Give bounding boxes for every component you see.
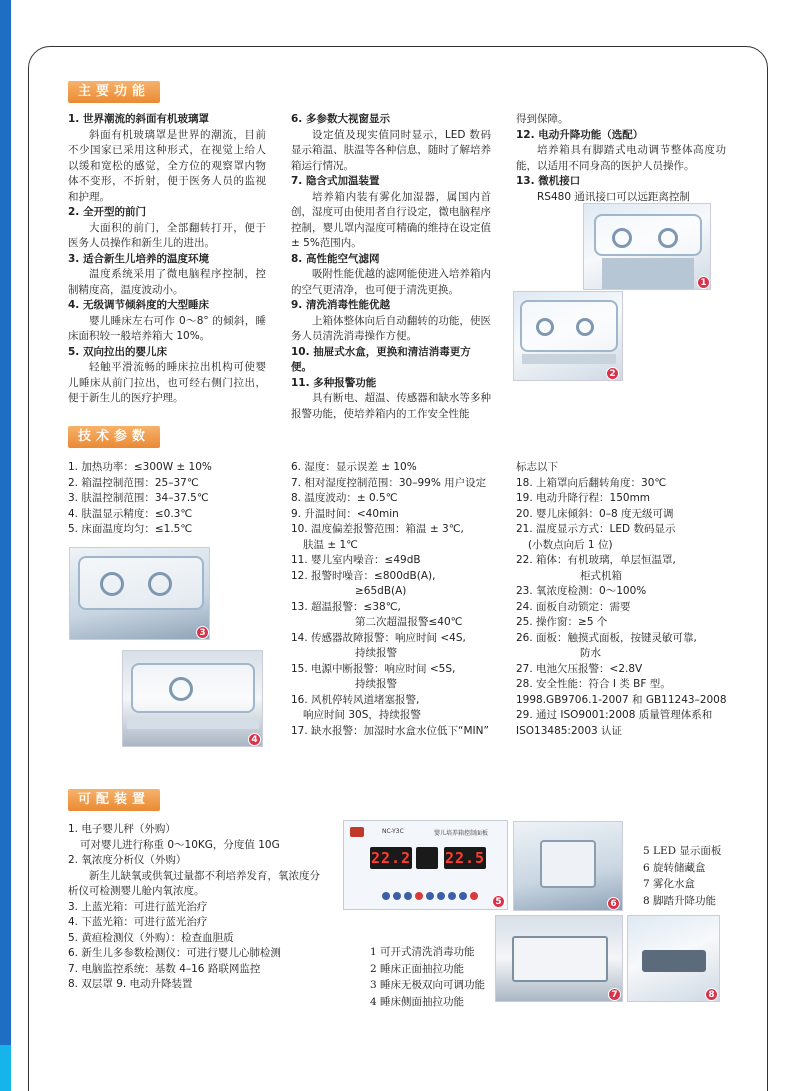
specs-column-1 xyxy=(68,460,273,538)
item-text: 培养箱具有脚踏式电动调节整体高度功能，以适用不同身高的医护人员操作。 xyxy=(516,144,726,172)
photo-badge: 1 xyxy=(697,276,710,289)
item-text: (小数点向后 1 位) xyxy=(528,538,613,551)
item-text: 可对婴儿进行称重 0～10KG，分度值 10G xyxy=(80,838,280,851)
item-text: 8. 双层罩 9. 电动升降装置 xyxy=(68,978,193,990)
item-text: 持续报警 xyxy=(355,647,397,659)
item-text: 防水 xyxy=(580,647,601,659)
features-column-2 xyxy=(291,112,491,422)
item-text: 得到保障。 xyxy=(516,113,569,125)
specs-column-3 xyxy=(516,460,736,739)
item-heading: 5. 双向拉出的婴儿床 xyxy=(68,345,167,358)
item-text: 29. 通过 ISO9001:2008 质量管理体系和 xyxy=(516,709,713,721)
foot-pedal xyxy=(642,950,706,972)
panel-button xyxy=(459,892,467,900)
item-text: 13. 超温报警：≤38℃, xyxy=(291,600,401,613)
bed-tray xyxy=(522,354,616,364)
control-button-row xyxy=(382,885,481,904)
item-text: 15. 电源中断报警：响应时间 <5S, xyxy=(291,662,456,675)
legend-item: 8 脚踏升降功能 xyxy=(643,894,717,907)
item-text: 1. 电子婴儿秤（外购） xyxy=(68,823,176,835)
item-text: 标志以下 xyxy=(516,461,558,473)
panel-button xyxy=(437,892,445,900)
item-text: 8. 温度波动：± 0.5℃ xyxy=(291,492,398,504)
item-text: 4. 下蓝光箱：可进行蓝光治疗 xyxy=(68,916,208,928)
legend-item: 5 LED 显示面板 xyxy=(643,845,722,857)
left-edge-bar-accent xyxy=(0,1045,11,1091)
item-text: 6. 湿度：显示误差 ± 10% xyxy=(291,461,417,473)
panel-button xyxy=(404,892,412,900)
item-text: 1998.GB9706.1-2007 和 GB11243–2008 xyxy=(516,693,727,706)
item-text: 持续报警 xyxy=(355,678,397,690)
panel-button xyxy=(393,892,401,900)
item-text: 22. 箱体：有机玻璃，单层恒温罩, xyxy=(516,554,676,566)
item-heading: 7. 隐含式加温装置 xyxy=(291,175,380,187)
item-heading: 2. 全开型的前门 xyxy=(68,206,146,218)
incubator-hood xyxy=(78,556,204,610)
accessories-list xyxy=(68,822,320,993)
item-text: 1. 加热功率：≤300W ± 10% xyxy=(68,461,212,473)
item-text: 新生儿缺氧或供氧过量都不利培养发育，氧浓度分析仪可检测婴儿舱内氧浓度。 xyxy=(68,869,320,897)
features-column-1 xyxy=(68,112,266,407)
item-text: 5. 黄疸检测仪（外购）：检查血胆质 xyxy=(68,931,234,944)
legend-item: 1 可开式清洗消毒功能 xyxy=(370,946,475,958)
item-text: ISO13485:2003 认证 xyxy=(516,724,623,737)
photo-badge: 3 xyxy=(196,626,209,639)
incubator-cabinet xyxy=(602,258,694,290)
item-text: 6. 新生儿多参数检测仪：可进行婴儿心肺检测 xyxy=(68,947,281,959)
item-text: 5. 床面温度均匀：≤1.5℃ xyxy=(68,523,193,535)
item-text: RS480 通讯接口可以远距离控制 xyxy=(537,190,690,203)
item-text: 3. 肤温控制范围：34–37.5℃ xyxy=(68,492,209,504)
item-heading: 1. 世界潮流的斜面有机玻璃罩 xyxy=(68,113,209,125)
item-text: 培养箱内装有雾化加湿器，属国内首创，湿度可由使用者自行设定，微电脑程序控制，婴儿罩内湿度可精确的维持在设定值 ± 5%范围内。 xyxy=(291,190,491,249)
legend-item: 3 睡床无极双向可调功能 xyxy=(370,979,486,991)
item-text: 14. 传感器故障报警：响应时间 <4S, xyxy=(291,631,466,644)
led-display-right: 22.5 xyxy=(444,849,486,867)
rotating-storage-box xyxy=(540,840,596,888)
item-heading: 9. 清洗消毒性能优越 xyxy=(291,299,390,311)
legend-item: 2 睡床正面抽拉功能 xyxy=(370,962,465,975)
control-panel-caption: 婴儿培养箱控制面板 xyxy=(434,830,489,837)
legend-item: 7 雾化水盒 xyxy=(643,878,696,890)
item-text: 设定值及现实值同时显示，LED 数码显示箱温、肤温等各种信息，随时了解培养箱运行情况。 xyxy=(291,128,491,172)
photo-badge: 6 xyxy=(607,897,620,910)
item-text: 10. 温度偏差报警范围：箱温 ± 3℃, xyxy=(291,523,464,535)
incubator-hood xyxy=(520,300,618,352)
item-text: 23. 氧浓度检测：0～100% xyxy=(516,585,647,597)
incubator-hood xyxy=(594,214,702,256)
item-text: 19. 电动升降行程：150mm xyxy=(516,492,651,504)
panel-button xyxy=(448,892,456,900)
incubator-hood xyxy=(131,663,255,713)
item-text: 7. 相对湿度控制范围：30–99% 用户设定 xyxy=(291,476,487,489)
section-title-specs: 技术参数 xyxy=(68,426,160,448)
water-box-photo xyxy=(495,915,623,1002)
item-text: 26. 面板：触摸式面板，按键灵敏可靠, xyxy=(516,631,697,644)
item-text: 吸附性能优越的滤网能使进入培养箱内的空气更清净，也可便于清洗更换。 xyxy=(291,268,491,296)
porthole xyxy=(612,228,632,248)
brand-logo xyxy=(350,827,364,837)
control-panel-photo xyxy=(343,820,508,910)
item-text: 9. 升温时间：<40min xyxy=(291,507,399,520)
legend-item: 6 旋转储藏盒 xyxy=(643,861,706,874)
item-heading: 11. 多种报警功能 xyxy=(291,376,377,389)
water-box-drawer xyxy=(512,936,608,982)
storage-box-photo xyxy=(513,821,623,911)
item-text: 16. 风机停转风道堵塞报警, xyxy=(291,693,420,706)
incubator-photo-4 xyxy=(122,650,263,747)
item-text: 27. 电池欠压报警：<2.8V xyxy=(516,662,643,675)
item-text: 第二次超温报警≤40℃ xyxy=(355,616,463,628)
section-title-accessories: 可配装置 xyxy=(68,789,160,811)
incubator-photo-2 xyxy=(513,291,623,381)
item-text: 婴儿睡床左右可作 0～8° 的倾斜，睡床面积较一般培养箱大 10%。 xyxy=(68,314,266,342)
item-text: 25. 操作窗：≥5 个 xyxy=(516,616,608,628)
item-text: 21. 温度显示方式：LED 数码显示 xyxy=(516,523,676,535)
section-title-features: 主要功能 xyxy=(68,81,160,103)
item-text: 斜面有机玻璃罩是世界的潮流，目前不少国家已采用这种形式，在视觉上给人以缓和宽松的感觉，全方位的观察罩内物体不变形，不折射，便于医务人员的监视和护理。 xyxy=(68,128,266,203)
item-text: 2. 箱温控制范围：25–37℃ xyxy=(68,476,199,489)
item-text: ≥65dB(A) xyxy=(355,585,407,597)
item-text: 12. 报警时噪音：≤800dB(A), xyxy=(291,569,436,582)
photo-legend-right xyxy=(643,843,721,909)
porthole xyxy=(100,572,124,596)
photo-badge: 7 xyxy=(608,988,621,1001)
control-panel-model: NC-Y3C xyxy=(382,828,404,835)
incubator-photo-3 xyxy=(69,547,210,640)
led-display-left: 22.2 xyxy=(370,849,412,867)
panel-button xyxy=(382,892,390,900)
features-column-3 xyxy=(516,112,726,205)
foot-pedal-photo xyxy=(627,915,720,1002)
item-text: 11. 婴儿室内噪音：≤49dB xyxy=(291,554,421,566)
photo-badge: 8 xyxy=(705,988,718,1001)
led-display-middle xyxy=(416,847,438,869)
specs-column-2 xyxy=(291,460,506,739)
porthole xyxy=(169,677,193,701)
item-heading: 8. 高性能空气滤网 xyxy=(291,252,380,265)
item-text: 具有断电、超温、传感器和缺水等多种报警功能，使培养箱内的工作安全性能 xyxy=(291,392,491,420)
porthole xyxy=(148,572,172,596)
porthole xyxy=(536,318,554,336)
item-text: 2. 氧浓度分析仪（外购） xyxy=(68,854,187,866)
item-text: 柜式机箱 xyxy=(580,569,622,582)
incubator-photo-1 xyxy=(583,203,711,290)
item-text: 4. 肤温显示精度：≤0.3℃ xyxy=(68,507,193,520)
panel-button xyxy=(470,892,478,900)
item-text: 上箱体整体向后自动翻转的功能，使医务人员清洗消毒操作方便。 xyxy=(291,314,491,342)
photo-badge: 5 xyxy=(492,895,505,908)
item-text: 肤温 ± 1℃ xyxy=(303,538,358,551)
item-text: 7. 电脑监控系统：基数 4–16 路联网监控 xyxy=(68,962,261,975)
porthole xyxy=(576,318,594,336)
photo-badge: 4 xyxy=(248,733,261,746)
item-text: 响应时间 30S，持续报警 xyxy=(303,709,421,721)
item-heading: 4. 无级调节倾斜度的大型睡床 xyxy=(68,299,209,311)
panel-button xyxy=(415,892,423,900)
porthole xyxy=(658,228,678,248)
item-heading: 6. 多参数大视窗显示 xyxy=(291,113,390,125)
item-text: 大面积的前门，全部翻转打开，便于医务人员操作和新生儿的进出。 xyxy=(68,221,266,249)
photo-badge: 2 xyxy=(606,367,619,380)
item-heading: 13. 微机接口 xyxy=(516,175,581,187)
item-heading: 12. 电动升降功能（选配） xyxy=(516,128,644,141)
item-heading: 3. 适合新生儿培养的温度环境 xyxy=(68,252,209,265)
left-edge-bar xyxy=(0,0,11,1091)
item-text: 20. 婴儿床倾斜：0–8 度无级可调 xyxy=(516,507,674,520)
item-text: 28. 安全性能：符合 I 类 BF 型。 xyxy=(516,678,671,690)
item-text: 24. 面板自动锁定：需要 xyxy=(516,600,631,613)
item-text: 18. 上箱罩向后翻转角度：30℃ xyxy=(516,476,667,489)
item-text: 3. 上蓝光箱：可进行蓝光治疗 xyxy=(68,900,208,913)
bed-tray xyxy=(127,717,259,729)
item-text: 17. 缺水报警：加湿时水盒水位低下“MIN” xyxy=(291,724,489,737)
item-text: 轻触平滑流畅的睡床拉出机构可使婴儿睡床从前门拉出，也可经右侧门拉出，便于新生儿的医疗护理。 xyxy=(68,361,266,404)
item-text: 温度系统采用了微电脑程序控制，控制精度高，温度波动小。 xyxy=(68,268,266,296)
legend-item: 4 睡床侧面抽拉功能 xyxy=(370,995,465,1008)
photo-legend-bottom xyxy=(370,944,485,1010)
item-heading: 10. 抽屉式水盒，更换和清洁消毒更方便。 xyxy=(291,345,471,373)
panel-button xyxy=(426,892,434,900)
